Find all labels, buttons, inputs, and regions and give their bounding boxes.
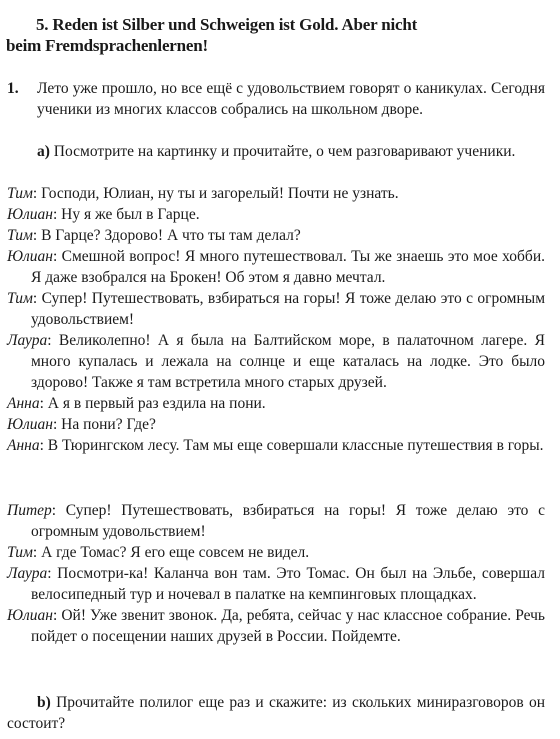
- dialogue-text: Ой! Уже звенит звонок. Да, ребята, сейчас у нас классное собрание. Речь пойдет о посещении наших друзей в России. Пойдемте.: [31, 607, 545, 645]
- speaker-name: Тим: [7, 185, 33, 202]
- part-b-instruction: [7, 692, 545, 734]
- speaker-name: Лаура: [7, 332, 48, 349]
- speaker-name: Юлиан: [7, 416, 53, 433]
- speaker-name: Юлиан: [7, 206, 53, 223]
- dialogue-line: Лаура: Посмотри-ка! Каланча вон там. Это Томас. Он был на Эльбе, совершал велосипедный тур и ночевал в палатке на кемпинговых площадках.: [7, 565, 545, 603]
- dialogue-text: Смешной вопрос! Я много путешествовал. Ты же знаешь это мое хобби. Я даже взобрался на Брокен! Об этом я давно мечтал.: [31, 248, 545, 286]
- dialogue-line: Юлиан: На пони? Где?: [7, 416, 156, 433]
- dialogue-line: Тим: В Гарце? Здорово! А что ты там делал?: [7, 227, 301, 244]
- dialogue-text: А я в первый раз ездила на пони.: [47, 395, 266, 412]
- dialogue-text: Ну я же был в Гарце.: [61, 206, 200, 223]
- heading-line-1: 5. Reden ist Silber und Schweigen ist Gold. Aber nicht: [36, 15, 418, 34]
- dialogue-block-2: [7, 500, 545, 647]
- speaker-name: Лаура: [7, 565, 48, 582]
- dialogue-text: На пони? Где?: [61, 416, 156, 433]
- speaker-name: Юлиан: [7, 607, 53, 624]
- dialogue-text: В Гарце? Здорово! А что ты там делал?: [41, 227, 301, 244]
- exercise-intro: Лето уже прошло, но все ещё с удовольствием говорят о каникулах. Сегодня ученики из многих классов собрались на школьном дворе.: [37, 80, 545, 118]
- heading-line-2: beim Fremdsprachenlernen!: [6, 36, 208, 55]
- dialogue-line: Юлиан: Ну я же был в Гарце.: [7, 206, 200, 223]
- part-b-text: Прочитайте полилог еще раз и скажите: из скольких миниразговоров он состоит?: [7, 694, 546, 732]
- dialogue-line: Лаура: Великолепно! А я была на Балтийском море, в палаточном лагере. Я много купалась и лежала на солнце и еще каталась на лодке. Это было здорово! Также я там встретила много старых друзей.: [7, 332, 545, 391]
- dialogue-line: Питер: Супер! Путешествовать, взбираться на горы! Я тоже делаю это с огромным удовольствием!: [7, 502, 546, 540]
- dialogue-line: Анна: А я в первый раз ездила на пони.: [7, 395, 266, 412]
- dialogue-line: Тим: Супер! Путешествовать, взбираться на горы! Я тоже делаю это с огромным удовольствием!: [7, 290, 546, 328]
- exercise-number: 1.: [7, 80, 19, 97]
- speaker-name: Анна: [7, 395, 40, 412]
- part-a-instruction: [7, 141, 545, 162]
- dialogue-text: Великолепно! А я была на Балтийском море, в палаточном лагере. Я много купалась и лежала на солнце и еще каталась на лодке. Это было здорово! Также я там встретила много старых друзей.: [31, 332, 545, 391]
- dialogue-line: Юлиан: Смешной вопрос! Я много путешествовал. Ты же знаешь это мое хобби. Я даже взобрался на Брокен! Об этом я давно мечтал.: [7, 248, 545, 286]
- dialogue-text: А где Томас? Я его еще совсем не видел.: [41, 544, 310, 561]
- section-heading: [6, 14, 546, 56]
- dialogue-text: В Тюрингском лесу. Там мы еще совершали классные путешествия в горы.: [47, 437, 544, 454]
- speaker-name: Юлиан: [7, 248, 53, 265]
- dialogue-line: Тим: А где Томас? Я его еще совсем не видел.: [7, 544, 310, 561]
- dialogue-line: Анна: В Тюрингском лесу. Там мы еще совершали классные путешествия в горы.: [7, 437, 544, 454]
- dialogue-text: Супер! Путешествовать, взбираться на горы! Я тоже делаю это с огромным удовольствием!: [31, 502, 546, 540]
- exercise-1: [7, 78, 545, 120]
- speaker-name: Тим: [7, 227, 33, 244]
- speaker-name: Анна: [7, 437, 40, 454]
- part-b-label: b): [37, 694, 51, 711]
- dialogue-line: Юлиан: Ой! Уже звенит звонок. Да, ребята, сейчас у нас классное собрание. Речь пойдет о посещении наших друзей в России. Пойдемте.: [7, 607, 545, 645]
- part-a-label: a): [37, 143, 50, 160]
- dialogue-line: Тим: Господи, Юлиан, ну ты и загорелый! Почти не узнать.: [7, 185, 399, 202]
- dialogue-text: Супер! Путешествовать, взбираться на горы! Я тоже делаю это с огромным удовольствием!: [31, 290, 546, 328]
- speaker-name: Тим: [7, 290, 33, 307]
- dialogue-block-1: [7, 183, 545, 456]
- speaker-name: Питер: [7, 502, 52, 519]
- dialogue-text: Господи, Юлиан, ну ты и загорелый! Почти не узнать.: [41, 185, 399, 202]
- dialogue-text: Посмотри-ка! Каланча вон там. Это Томас. Он был на Эльбе, совершал велосипедный тур и ночевал в палатке на кемпинговых площадках.: [31, 565, 545, 603]
- part-a-text: Посмотрите на картинку и прочитайте, о чем разговаривают ученики.: [53, 143, 516, 160]
- speaker-name: Тим: [7, 544, 33, 561]
